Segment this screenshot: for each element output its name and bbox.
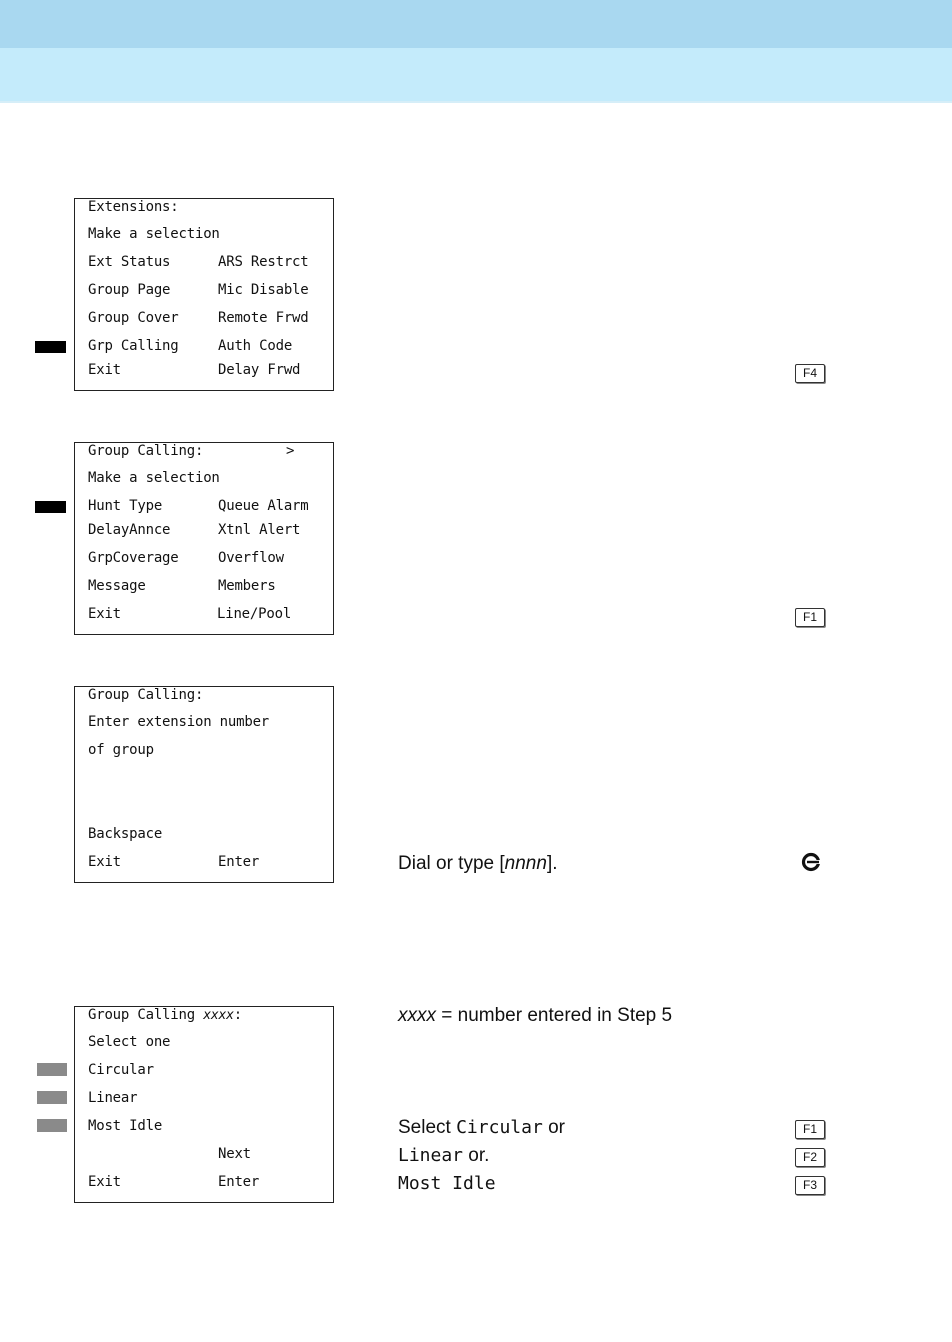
screen-prompt: Select one bbox=[88, 1034, 171, 1050]
menu-item-grpcoverage: GrpCoverage bbox=[88, 550, 179, 566]
menu-item-linear: Linear bbox=[88, 1090, 138, 1106]
screen-prompt: Enter extension number bbox=[88, 714, 270, 730]
screen-prompt: Make a selection bbox=[88, 470, 220, 486]
select-instruction-line1: Select Circular or bbox=[398, 1117, 565, 1138]
menu-item-message: Message bbox=[88, 578, 146, 594]
header-band-top bbox=[0, 0, 952, 48]
menu-item-ext-status: Ext Status bbox=[88, 254, 171, 270]
step-note: xxxx = number entered in Step 5 bbox=[398, 1005, 673, 1026]
menu-item-overflow: Overflow bbox=[218, 550, 284, 566]
f4-key[interactable]: F4 bbox=[795, 364, 825, 383]
menu-item-circular: Circular bbox=[88, 1062, 154, 1078]
menu-item-group-cover: Group Cover bbox=[88, 310, 179, 326]
f2-key[interactable]: F2 bbox=[795, 1148, 825, 1167]
screen-title: Extensions: bbox=[88, 199, 179, 215]
display-screen-enter-extension bbox=[74, 686, 334, 883]
menu-item-group-page: Group Page bbox=[88, 282, 171, 298]
dial-instruction: Dial or type [nnnn]. bbox=[398, 853, 558, 874]
menu-item-grp-calling: Grp Calling bbox=[88, 338, 179, 354]
menu-item-next: Next bbox=[218, 1146, 251, 1162]
menu-item-delayannce: DelayAnnce bbox=[88, 522, 171, 538]
menu-item-hunt-type: Hunt Type bbox=[88, 498, 163, 514]
menu-item-delay-frwd: Delay Frwd bbox=[218, 362, 301, 378]
f3-key[interactable]: F3 bbox=[795, 1176, 825, 1195]
indicator-most-idle bbox=[37, 1119, 67, 1132]
selection-indicator bbox=[35, 341, 66, 353]
menu-item-line-pool: Line/Pool bbox=[217, 606, 292, 622]
menu-item-xtnl-alert: Xtnl Alert bbox=[218, 522, 301, 538]
menu-item-exit: Exit bbox=[88, 854, 121, 870]
menu-item-queue-alarm: Queue Alarm bbox=[218, 498, 309, 514]
menu-item-auth-code: Auth Code bbox=[218, 338, 293, 354]
menu-item-most-idle: Most Idle bbox=[88, 1118, 163, 1134]
indicator-circular bbox=[37, 1063, 67, 1076]
menu-item-exit: Exit bbox=[88, 362, 121, 378]
display-screen-extensions bbox=[74, 198, 334, 391]
header-band-bottom bbox=[0, 48, 952, 102]
menu-item-enter: Enter bbox=[218, 1174, 260, 1190]
display-screen-hunt-type bbox=[74, 1006, 334, 1203]
select-instruction-line3: Most Idle bbox=[398, 1173, 496, 1194]
screen-prompt-continued: of group bbox=[88, 742, 154, 758]
menu-item-exit: Exit bbox=[88, 606, 121, 622]
menu-item-remote-frwd: Remote Frwd bbox=[218, 310, 309, 326]
enter-key-icon bbox=[801, 852, 821, 872]
menu-item-enter: Enter bbox=[218, 854, 260, 870]
screen-title: Group Calling: bbox=[88, 687, 204, 703]
display-screen-group-calling bbox=[74, 442, 334, 635]
selection-indicator bbox=[35, 501, 66, 513]
menu-item-members: Members bbox=[218, 578, 276, 594]
f1-key[interactable]: F1 bbox=[795, 1120, 825, 1139]
screen-prompt: Make a selection bbox=[88, 226, 220, 242]
header-band-edge bbox=[0, 101, 952, 103]
screen-title: Group Calling xxxx: bbox=[88, 1007, 242, 1023]
more-indicator: > bbox=[286, 443, 295, 459]
menu-item-exit: Exit bbox=[88, 1174, 121, 1190]
indicator-linear bbox=[37, 1091, 67, 1104]
select-instruction-line2: Linear or. bbox=[398, 1145, 490, 1166]
menu-item-backspace: Backspace bbox=[88, 826, 163, 842]
menu-item-mic-disable: Mic Disable bbox=[218, 282, 309, 298]
screen-title: Group Calling: bbox=[88, 443, 204, 459]
menu-item-ars-restrct: ARS Restrct bbox=[218, 254, 309, 270]
f1-key[interactable]: F1 bbox=[795, 608, 825, 627]
